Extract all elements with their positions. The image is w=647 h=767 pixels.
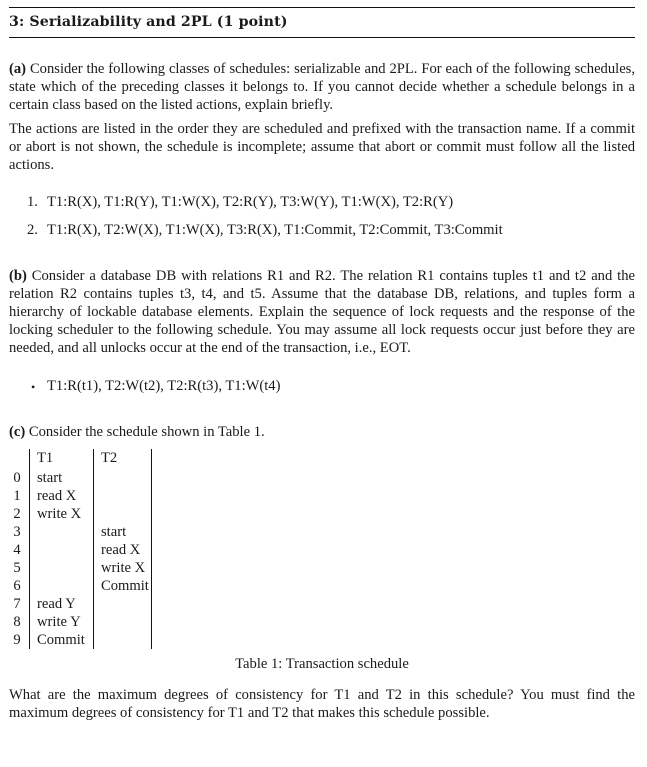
list-item-number: 2. xyxy=(27,222,38,238)
row-index: 3 xyxy=(13,524,21,540)
table-row xyxy=(9,505,152,523)
t2-action xyxy=(94,613,152,631)
schedule-table xyxy=(9,449,152,649)
row-index: 0 xyxy=(13,470,21,486)
table-row xyxy=(9,487,152,505)
list-item-text: T1:R(X), T2:W(X), T1:W(X), T3:R(X), T1:Commit, T2:Commit, T3:Commit xyxy=(47,222,503,238)
document-page xyxy=(9,0,635,722)
row-index: 7 xyxy=(13,596,21,612)
t2-action: Commit xyxy=(94,577,152,595)
t2-action xyxy=(94,487,152,505)
list-item xyxy=(9,193,635,211)
t2-action xyxy=(94,505,152,523)
part-c-intro xyxy=(9,423,635,441)
t2-action xyxy=(94,469,152,487)
part-a-note: The actions are listed in the order they are scheduled and prefixed with the transaction name. If a commit or abort is not shown, the schedule is incomplete; assume that abort or commit must follow all the listed actions. xyxy=(9,121,635,173)
t1-action: read Y xyxy=(30,595,94,613)
t1-action xyxy=(30,523,94,541)
bullet-icon: • xyxy=(31,380,36,394)
part-c-label: (c) xyxy=(9,424,26,440)
t2-action: read X xyxy=(94,541,152,559)
list-item-text: T1:R(t1), T2:W(t2), T2:R(t3), T1:W(t4) xyxy=(47,378,281,394)
part-c-intro-text: Consider the schedule shown in Table 1. xyxy=(28,424,265,440)
t1-action: read X xyxy=(30,487,94,505)
table-row xyxy=(9,613,152,631)
t2-action xyxy=(94,631,152,649)
row-index: 2 xyxy=(13,506,21,522)
table-row xyxy=(9,469,152,487)
table-row xyxy=(9,559,152,577)
table-row xyxy=(9,541,152,559)
part-b-label: (b) xyxy=(9,268,27,284)
t1-action: write X xyxy=(30,505,94,523)
list-item-text: T1:R(X), T1:R(Y), T1:W(X), T2:R(Y), T3:W(Y), T1:W(X), T2:R(Y) xyxy=(47,194,454,210)
t2-action: write X xyxy=(94,559,152,577)
part-b-schedule-list xyxy=(9,377,635,395)
part-b-text xyxy=(9,267,635,357)
row-index: 1 xyxy=(13,488,21,504)
row-index: 4 xyxy=(13,542,21,558)
row-index: 8 xyxy=(13,614,21,630)
part-b-body: Consider a database DB with relations R1 and R2. The relation R1 contains tuples t1 and t2 and the relation R2 contains tuples t3, t4, and t5. Assume that the database DB, relations, and tuples form a hierarchy of lockable database elements. Explain the sequence of lock requests and the response of the locking scheduler to the following schedule. You may assume all lock requests occur just before they are needed, and all unlocks occur at the end of the transaction, i.e., EOT. xyxy=(9,268,636,356)
column-header-t2: T2 xyxy=(94,449,152,469)
t1-action: Commit xyxy=(30,631,94,649)
part-a-schedule-list xyxy=(9,193,635,239)
list-item xyxy=(9,221,635,239)
table-row xyxy=(9,523,152,541)
list-item-number: 1. xyxy=(27,194,38,210)
part-a-intro xyxy=(9,60,635,114)
part-a-intro-text: Consider the following classes of schedules: serializable and 2PL. For each of the following schedules, state which of the preceding classes it belongs to. If you cannot decide whether a schedule belongs in a certain class based on the listed actions, explain briefly. xyxy=(9,61,636,113)
row-index: 5 xyxy=(13,560,21,576)
list-item xyxy=(9,377,635,395)
table-header-row xyxy=(9,449,152,469)
part-a-label: (a) xyxy=(9,61,27,77)
table-row xyxy=(9,631,152,649)
row-index: 9 xyxy=(13,632,21,648)
top-rule xyxy=(9,7,635,8)
t2-action: start xyxy=(94,523,152,541)
t1-action xyxy=(30,559,94,577)
table-row xyxy=(9,595,152,613)
section-heading: 3: Serializability and 2PL (1 point) xyxy=(9,14,288,30)
heading-rule xyxy=(9,37,635,38)
table-row xyxy=(9,577,152,595)
t1-action xyxy=(30,577,94,595)
table-cell-index xyxy=(9,449,30,469)
table-caption: Table 1: Transaction schedule xyxy=(235,656,409,672)
column-header-t1: T1 xyxy=(30,449,94,469)
t1-action: write Y xyxy=(30,613,94,631)
row-index: 6 xyxy=(13,578,21,594)
t2-action xyxy=(94,595,152,613)
part-c-question: What are the maximum degrees of consistency for T1 and T2 in this schedule? You must find the maximum degrees of consistency for T1 and T2 that makes this schedule possible. xyxy=(9,687,635,721)
t1-action xyxy=(30,541,94,559)
t1-action: start xyxy=(30,469,94,487)
